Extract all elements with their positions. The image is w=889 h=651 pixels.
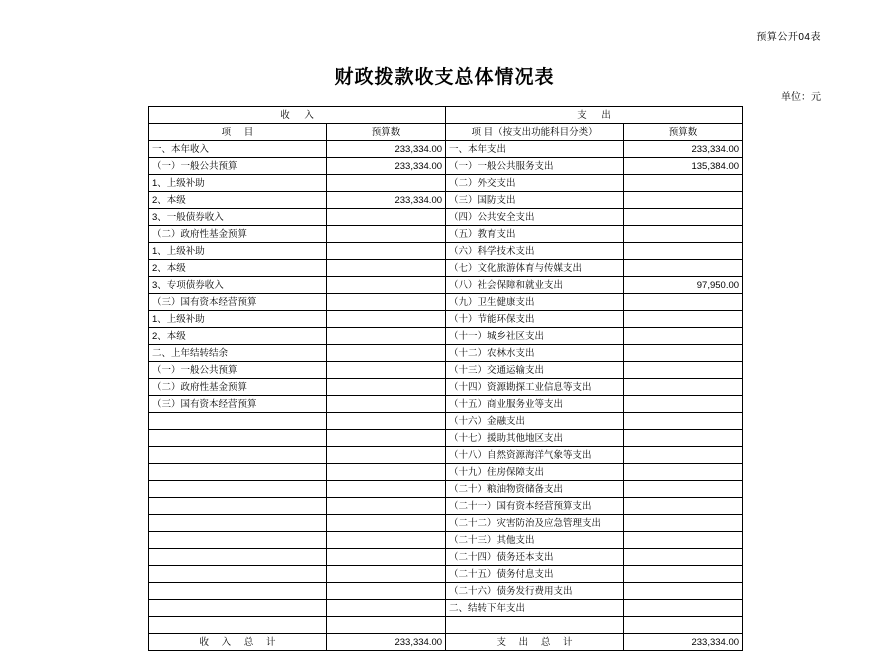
expense-item-value: [624, 175, 743, 192]
table-row: [149, 175, 743, 192]
income-item-label: 2、本级: [149, 260, 327, 277]
expense-item-label: （十七）援助其他地区支出: [446, 430, 624, 447]
income-item-value: [327, 396, 446, 413]
income-item-label: （一）一般公共预算: [149, 362, 327, 379]
income-item-value: [327, 328, 446, 345]
expense-item-label: （十六）金融支出: [446, 413, 624, 430]
expense-total-value: 233,334.00: [624, 634, 743, 651]
expense-item-value: [624, 464, 743, 481]
expense-item-value: [624, 532, 743, 549]
expense-item-label: （十一）城乡社区支出: [446, 328, 624, 345]
income-item-value: [327, 209, 446, 226]
income-item-label: [149, 600, 327, 617]
expense-item-label: （二十六）债务发行费用支出: [446, 583, 624, 600]
income-item-value: [327, 413, 446, 430]
expense-item-label: （四）公共安全支出: [446, 209, 624, 226]
expense-item-value: [624, 260, 743, 277]
expense-item-value: [624, 192, 743, 209]
expense-item-label: （三）国防支出: [446, 192, 624, 209]
expense-item-value: [624, 617, 743, 634]
expense-item-value: [624, 328, 743, 345]
table-row: [149, 209, 743, 226]
income-item-value: [327, 532, 446, 549]
income-item-label: [149, 430, 327, 447]
expense-item-value: [624, 498, 743, 515]
income-item-value: [327, 294, 446, 311]
expense-item-value: [624, 209, 743, 226]
expense-total-label: 支 出 总 计: [446, 634, 624, 651]
document-code: 预算公开04表: [756, 32, 821, 43]
page-title: 财政拨款收支总体情况表: [334, 67, 555, 88]
expense-item-value: 233,334.00: [624, 141, 743, 158]
income-item-value: [327, 566, 446, 583]
table-row: [149, 141, 743, 158]
income-item-label: [149, 583, 327, 600]
expense-item-value: [624, 243, 743, 260]
table-row: [149, 328, 743, 345]
income-item-label: [149, 481, 327, 498]
income-item-label: （二）政府性基金预算: [149, 226, 327, 243]
income-item-value: [327, 481, 446, 498]
column-header-expense-budget: 预算数: [624, 124, 743, 141]
income-item-value: 233,334.00: [327, 192, 446, 209]
income-item-label: （三）国有资本经营预算: [149, 396, 327, 413]
group-header-expense: 支 出: [446, 107, 743, 124]
expense-item-value: [624, 600, 743, 617]
expense-item-label: （二十）粮油物资储备支出: [446, 481, 624, 498]
income-item-label: 1、上级补助: [149, 175, 327, 192]
expense-item-value: [624, 481, 743, 498]
group-header-income: 收 入: [149, 107, 446, 124]
expense-item-value: [624, 379, 743, 396]
expense-item-label: （十八）自然资源海洋气象等支出: [446, 447, 624, 464]
table-row: [149, 396, 743, 413]
income-item-value: [327, 617, 446, 634]
expense-item-label: （二十三）其他支出: [446, 532, 624, 549]
expense-item-value: [624, 345, 743, 362]
income-item-value: [327, 379, 446, 396]
table-row: [149, 294, 743, 311]
expense-item-value: [624, 430, 743, 447]
table-row: [149, 362, 743, 379]
expense-item-label: （二十五）债务付息支出: [446, 566, 624, 583]
table-row: [149, 515, 743, 532]
income-item-value: 233,334.00: [327, 141, 446, 158]
table-row: [149, 158, 743, 175]
expense-item-label: （十二）农林水支出: [446, 345, 624, 362]
table-row: [149, 226, 743, 243]
income-total-label: 收 入 总 计: [149, 634, 327, 651]
income-item-label: [149, 413, 327, 430]
income-item-label: 二、上年结转结余: [149, 345, 327, 362]
income-item-value: [327, 311, 446, 328]
income-item-value: [327, 447, 446, 464]
expense-item-value: [624, 396, 743, 413]
expense-item-value: [624, 583, 743, 600]
income-item-label: [149, 515, 327, 532]
income-item-value: [327, 226, 446, 243]
table-row: [149, 311, 743, 328]
table-row: [149, 549, 743, 566]
income-item-label: （一）一般公共预算: [149, 158, 327, 175]
column-header-income-item: 项 目: [149, 124, 327, 141]
table-row: [149, 498, 743, 515]
expense-item-label: （二十四）债务还本支出: [446, 549, 624, 566]
expense-item-value: 97,950.00: [624, 277, 743, 294]
income-item-label: [149, 532, 327, 549]
expense-item-label: （二十二）灾害防治及应急管理支出: [446, 515, 624, 532]
expense-item-label: （二）外交支出: [446, 175, 624, 192]
income-item-value: 233,334.00: [327, 158, 446, 175]
income-item-label: [149, 617, 327, 634]
income-item-value: [327, 515, 446, 532]
income-item-value: [327, 243, 446, 260]
income-item-label: 2、本级: [149, 328, 327, 345]
table-row: [149, 600, 743, 617]
expense-item-label: （十九）住房保障支出: [446, 464, 624, 481]
income-item-value: [327, 583, 446, 600]
income-item-label: [149, 566, 327, 583]
expense-item-value: [624, 413, 743, 430]
income-item-value: [327, 362, 446, 379]
column-header-expense-item: 项 目（按支出功能科目分类）: [446, 124, 624, 141]
expense-item-label: （九）卫生健康支出: [446, 294, 624, 311]
expense-item-value: [624, 294, 743, 311]
expense-item-label: （十三）交通运输支出: [446, 362, 624, 379]
income-item-value: [327, 175, 446, 192]
table-row: [149, 447, 743, 464]
income-item-label: 一、本年收入: [149, 141, 327, 158]
expense-item-label: 二、结转下年支出: [446, 600, 624, 617]
income-item-value: [327, 430, 446, 447]
table-body: [149, 107, 743, 651]
income-item-label: （三）国有资本经营预算: [149, 294, 327, 311]
unit-label: 单位：元: [781, 92, 821, 103]
income-item-label: 1、上级补助: [149, 311, 327, 328]
expense-item-value: [624, 566, 743, 583]
table-row: [149, 379, 743, 396]
income-total-value: 233,334.00: [327, 634, 446, 651]
income-item-label: [149, 549, 327, 566]
income-item-value: [327, 464, 446, 481]
income-item-label: [149, 447, 327, 464]
table-row: [149, 192, 743, 209]
table-total-row: [149, 634, 743, 651]
table-row: [149, 481, 743, 498]
income-item-value: [327, 277, 446, 294]
expense-item-value: [624, 311, 743, 328]
expense-item-label: （十四）资源勘探工业信息等支出: [446, 379, 624, 396]
expense-item-label: （六）科学技术支出: [446, 243, 624, 260]
income-item-value: [327, 549, 446, 566]
income-item-value: [327, 260, 446, 277]
expense-item-value: [624, 549, 743, 566]
table-column-header-row: [149, 124, 743, 141]
income-item-label: 3、一般债券收入: [149, 209, 327, 226]
expense-item-label: （一）一般公共服务支出: [446, 158, 624, 175]
expense-item-label: （五）教育支出: [446, 226, 624, 243]
table-row: [149, 345, 743, 362]
income-item-value: [327, 345, 446, 362]
table-row: [149, 617, 743, 634]
income-item-label: 2、本级: [149, 192, 327, 209]
table-row: [149, 430, 743, 447]
income-item-value: [327, 600, 446, 617]
expense-item-label: （十五）商业服务业等支出: [446, 396, 624, 413]
income-item-value: [327, 498, 446, 515]
table-row: [149, 464, 743, 481]
income-item-label: 1、上级补助: [149, 243, 327, 260]
expense-item-label: （八）社会保障和就业支出: [446, 277, 624, 294]
table-row: [149, 277, 743, 294]
table-row: [149, 260, 743, 277]
column-header-income-budget: 预算数: [327, 124, 446, 141]
expense-item-value: [624, 515, 743, 532]
income-item-label: [149, 498, 327, 515]
expense-item-value: [624, 447, 743, 464]
table-row: [149, 532, 743, 549]
table-row: [149, 243, 743, 260]
expense-item-label: （十）节能环保支出: [446, 311, 624, 328]
expense-item-value: [624, 226, 743, 243]
income-item-label: 3、专项债券收入: [149, 277, 327, 294]
table-group-header-row: [149, 107, 743, 124]
expense-item-label: （七）文化旅游体育与传媒支出: [446, 260, 624, 277]
budget-table: [148, 106, 743, 651]
income-item-label: [149, 464, 327, 481]
expense-item-label: 一、本年支出: [446, 141, 624, 158]
expense-item-value: [624, 362, 743, 379]
expense-item-value: 135,384.00: [624, 158, 743, 175]
table-row: [149, 583, 743, 600]
expense-item-label: [446, 617, 624, 634]
table-row: [149, 413, 743, 430]
expense-item-label: （二十一）国有资本经营预算支出: [446, 498, 624, 515]
income-item-label: （二）政府性基金预算: [149, 379, 327, 396]
table-row: [149, 566, 743, 583]
